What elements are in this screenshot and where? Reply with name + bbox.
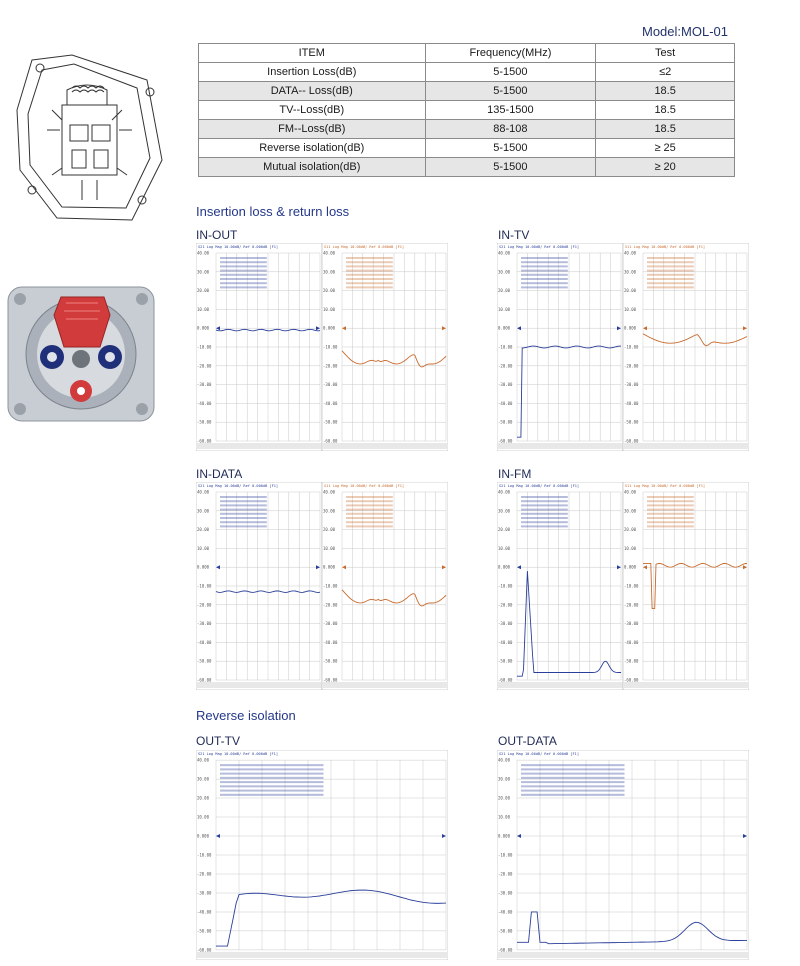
y-tick-label: -20.00 bbox=[624, 602, 639, 608]
y-tick-label: 20.00 bbox=[624, 527, 637, 533]
y-tick-label: -30.00 bbox=[323, 621, 338, 627]
y-tick-label: -40.00 bbox=[624, 400, 639, 406]
y-tick-label: -40.00 bbox=[197, 639, 212, 645]
y-tick-label: 10.00 bbox=[498, 545, 511, 551]
y-tick-label: -10.00 bbox=[498, 583, 513, 589]
y-tick-label: -30.00 bbox=[197, 621, 212, 627]
y-tick-label: 0.000 bbox=[624, 325, 637, 331]
y-tick-label: -30.00 bbox=[197, 382, 212, 388]
y-tick-label: 40.00 bbox=[197, 489, 210, 495]
y-tick-label: -50.00 bbox=[624, 658, 639, 664]
table-row bbox=[199, 101, 735, 120]
y-tick-label: -10.00 bbox=[624, 583, 639, 589]
y-tick-label: 30.00 bbox=[197, 269, 210, 275]
y-tick-label: -60.00 bbox=[197, 947, 212, 953]
y-tick-label: -20.00 bbox=[498, 602, 513, 608]
y-tick-label: 20.00 bbox=[197, 795, 209, 801]
y-tick-label: -30.00 bbox=[498, 890, 513, 896]
cell-test: 18.5 bbox=[596, 82, 735, 101]
y-tick-label: 40.00 bbox=[498, 250, 511, 256]
table-row bbox=[199, 82, 735, 101]
s21-panel-header: S21 Log Mag 10.00dB/ Ref 0.000dB [F1] bbox=[499, 752, 580, 757]
y-tick-label: -30.00 bbox=[498, 621, 513, 627]
plot-label-in-out: IN-OUT bbox=[196, 228, 238, 242]
product-photo bbox=[6, 285, 156, 423]
model-number: Model:MOL-01 bbox=[642, 24, 728, 39]
y-tick-label: 0.000 bbox=[323, 564, 336, 570]
y-tick-label: 20.00 bbox=[323, 527, 336, 533]
analyzer-plot-out-tv bbox=[196, 750, 448, 960]
cell-frequency: 5-1500 bbox=[425, 82, 596, 101]
y-tick-label: 20.00 bbox=[323, 288, 336, 294]
plot-label-in-data: IN-DATA bbox=[196, 467, 243, 481]
y-tick-label: 20.00 bbox=[624, 288, 637, 294]
s21-panel-header: S21 Log Mag 10.00dB/ Ref 0.000dB [F1] bbox=[198, 245, 279, 249]
y-tick-label: -20.00 bbox=[197, 602, 212, 608]
y-tick-label: -10.00 bbox=[323, 344, 338, 350]
y-tick-label: 0.000 bbox=[498, 325, 511, 331]
s21-panel-header: S21 Log Mag 10.00dB/ Ref 0.000dB [F1] bbox=[198, 752, 279, 757]
s21-panel-header: S21 Log Mag 10.00dB/ Ref 0.000dB [F1] bbox=[499, 245, 580, 249]
y-tick-label: -50.00 bbox=[197, 419, 212, 425]
y-tick-label: -30.00 bbox=[323, 382, 338, 388]
y-tick-label: 40.00 bbox=[197, 250, 210, 256]
analyzer-plot-in-fm bbox=[497, 482, 749, 690]
y-tick-label: 40.00 bbox=[323, 489, 336, 495]
s11-panel-header: S11 Log Mag 10.00dB/ Ref 0.000dB [F1] bbox=[625, 245, 706, 249]
y-tick-label: 10.00 bbox=[197, 814, 209, 820]
y-tick-label: 40.00 bbox=[624, 489, 637, 495]
analyzer-plot-out-data bbox=[497, 750, 749, 960]
header-test: Test bbox=[596, 44, 735, 63]
y-tick-label: -50.00 bbox=[323, 658, 338, 664]
analyzer-screen bbox=[497, 750, 749, 960]
cell-item: Mutual isolation(dB) bbox=[199, 158, 426, 177]
y-tick-label: -40.00 bbox=[323, 400, 338, 406]
cell-frequency: 135-1500 bbox=[425, 101, 596, 120]
y-tick-label: 0.000 bbox=[197, 833, 209, 839]
y-tick-label: 40.00 bbox=[197, 757, 209, 763]
table-row bbox=[199, 120, 735, 139]
y-tick-label: 20.00 bbox=[197, 527, 210, 533]
y-tick-label: 30.00 bbox=[323, 269, 336, 275]
cell-frequency: 5-1500 bbox=[425, 63, 596, 82]
y-tick-label: -10.00 bbox=[197, 852, 212, 858]
analyzer-plot-in-tv bbox=[497, 243, 749, 451]
y-tick-label: -60.00 bbox=[498, 438, 513, 444]
table-row bbox=[199, 63, 735, 82]
y-tick-label: -60.00 bbox=[498, 677, 513, 683]
y-tick-label: 10.00 bbox=[197, 306, 210, 312]
y-tick-label: -50.00 bbox=[498, 419, 513, 425]
y-tick-label: -20.00 bbox=[498, 871, 513, 877]
plot-label-in-tv: IN-TV bbox=[498, 228, 530, 242]
y-tick-label: -60.00 bbox=[323, 677, 338, 683]
s21-panel-header: S21 Log Mag 10.00dB/ Ref 0.000dB [F1] bbox=[198, 484, 279, 488]
y-tick-label: -40.00 bbox=[323, 639, 338, 645]
y-tick-label: 0.000 bbox=[323, 325, 336, 331]
y-tick-label: -40.00 bbox=[197, 909, 212, 915]
y-tick-label: 40.00 bbox=[498, 757, 510, 763]
y-tick-label: 20.00 bbox=[197, 288, 210, 294]
y-tick-label: -60.00 bbox=[323, 438, 338, 444]
table-header-row bbox=[199, 44, 735, 63]
y-tick-label: 10.00 bbox=[323, 545, 336, 551]
y-tick-label: 30.00 bbox=[498, 508, 511, 514]
y-tick-label: -50.00 bbox=[197, 928, 212, 934]
plot-label-out-tv: OUT-TV bbox=[196, 734, 240, 748]
y-tick-label: -50.00 bbox=[624, 419, 639, 425]
cell-test: ≤2 bbox=[596, 63, 735, 82]
y-tick-label: -20.00 bbox=[498, 363, 513, 369]
y-tick-label: 10.00 bbox=[498, 306, 511, 312]
analyzer-screen bbox=[196, 750, 448, 960]
spec-table bbox=[198, 43, 735, 177]
y-tick-label: 20.00 bbox=[498, 527, 511, 533]
y-tick-label: 40.00 bbox=[498, 489, 511, 495]
y-tick-label: -40.00 bbox=[498, 400, 513, 406]
y-tick-label: 30.00 bbox=[498, 269, 511, 275]
y-tick-label: -50.00 bbox=[498, 928, 513, 934]
y-tick-label: -30.00 bbox=[624, 382, 639, 388]
y-tick-label: -10.00 bbox=[197, 583, 212, 589]
cell-test: ≥ 20 bbox=[596, 158, 735, 177]
y-tick-label: -10.00 bbox=[498, 344, 513, 350]
s11-panel-header: S11 Log Mag 10.00dB/ Ref 0.000dB [F1] bbox=[625, 484, 706, 488]
y-tick-label: -20.00 bbox=[323, 363, 338, 369]
y-tick-label: 20.00 bbox=[498, 795, 510, 801]
y-tick-label: -50.00 bbox=[323, 419, 338, 425]
header-frequency: Frequency(MHz) bbox=[425, 44, 596, 63]
y-tick-label: 10.00 bbox=[624, 306, 637, 312]
analyzer-plot-in-data bbox=[196, 482, 448, 690]
y-tick-label: -10.00 bbox=[498, 852, 513, 858]
y-tick-label: -30.00 bbox=[197, 890, 212, 896]
analyzer-screen bbox=[497, 243, 749, 451]
analyzer-screen bbox=[196, 482, 448, 690]
y-tick-label: 10.00 bbox=[624, 545, 637, 551]
section-heading-reverse: Reverse isolation bbox=[196, 708, 296, 723]
table-row bbox=[199, 139, 735, 158]
y-tick-label: 30.00 bbox=[624, 269, 637, 275]
y-tick-label: 10.00 bbox=[498, 814, 510, 820]
plot-label-out-data: OUT-DATA bbox=[498, 734, 557, 748]
y-tick-label: 0.000 bbox=[197, 325, 210, 331]
cell-item: DATA-- Loss(dB) bbox=[199, 82, 426, 101]
y-tick-label: 10.00 bbox=[197, 545, 210, 551]
y-tick-label: -20.00 bbox=[323, 602, 338, 608]
y-tick-label: -40.00 bbox=[498, 639, 513, 645]
y-tick-label: -60.00 bbox=[197, 438, 212, 444]
y-tick-label: 0.000 bbox=[498, 833, 510, 839]
y-tick-label: -50.00 bbox=[498, 658, 513, 664]
y-tick-label: -40.00 bbox=[197, 400, 212, 406]
y-tick-label: 40.00 bbox=[624, 250, 637, 256]
analyzer-screen bbox=[196, 243, 448, 451]
y-tick-label: 20.00 bbox=[498, 288, 511, 294]
y-tick-label: -10.00 bbox=[197, 344, 212, 350]
product-line-drawing bbox=[12, 50, 167, 225]
y-tick-label: -60.00 bbox=[197, 677, 212, 683]
cell-frequency: 88-108 bbox=[425, 120, 596, 139]
y-tick-label: -20.00 bbox=[197, 871, 212, 877]
analyzer-screen bbox=[497, 482, 749, 690]
y-tick-label: -20.00 bbox=[624, 363, 639, 369]
s11-panel-header: S11 Log Mag 10.00dB/ Ref 0.000dB [F1] bbox=[324, 245, 405, 249]
y-tick-label: 30.00 bbox=[197, 508, 210, 514]
cell-frequency: 5-1500 bbox=[425, 158, 596, 177]
cell-item: TV--Loss(dB) bbox=[199, 101, 426, 120]
y-tick-label: -60.00 bbox=[624, 438, 639, 444]
y-tick-label: 30.00 bbox=[624, 508, 637, 514]
section-heading-insertion: Insertion loss & return loss bbox=[196, 204, 350, 219]
y-tick-label: 0.000 bbox=[624, 564, 637, 570]
y-tick-label: 30.00 bbox=[323, 508, 336, 514]
y-tick-label: -60.00 bbox=[624, 677, 639, 683]
y-tick-label: -10.00 bbox=[624, 344, 639, 350]
cell-item: Reverse isolation(dB) bbox=[199, 139, 426, 158]
cell-test: 18.5 bbox=[596, 101, 735, 120]
y-tick-label: -50.00 bbox=[197, 658, 212, 664]
analyzer-plot-in-out bbox=[196, 243, 448, 451]
y-tick-label: 30.00 bbox=[498, 776, 510, 782]
y-tick-label: -40.00 bbox=[498, 909, 513, 915]
s11-panel-header: S11 Log Mag 10.00dB/ Ref 0.000dB [F1] bbox=[324, 484, 405, 488]
s21-panel-header: S21 Log Mag 10.00dB/ Ref 0.000dB [F1] bbox=[499, 484, 580, 488]
y-tick-label: -30.00 bbox=[624, 621, 639, 627]
plot-label-in-fm: IN-FM bbox=[498, 467, 532, 481]
header-item: ITEM bbox=[199, 44, 426, 63]
y-tick-label: -10.00 bbox=[323, 583, 338, 589]
y-tick-label: 40.00 bbox=[323, 250, 336, 256]
y-tick-label: 30.00 bbox=[197, 776, 209, 782]
y-tick-label: 10.00 bbox=[323, 306, 336, 312]
table-row bbox=[199, 158, 735, 177]
y-tick-label: -20.00 bbox=[197, 363, 212, 369]
y-tick-label: -30.00 bbox=[498, 382, 513, 388]
cell-frequency: 5-1500 bbox=[425, 139, 596, 158]
y-tick-label: -60.00 bbox=[498, 947, 513, 953]
cell-item: Insertion Loss(dB) bbox=[199, 63, 426, 82]
cell-test: ≥ 25 bbox=[596, 139, 735, 158]
y-tick-label: 0.000 bbox=[498, 564, 511, 570]
y-tick-label: 0.000 bbox=[197, 564, 210, 570]
cell-item: FM--Loss(dB) bbox=[199, 120, 426, 139]
y-tick-label: -40.00 bbox=[624, 639, 639, 645]
cell-test: 18.5 bbox=[596, 120, 735, 139]
